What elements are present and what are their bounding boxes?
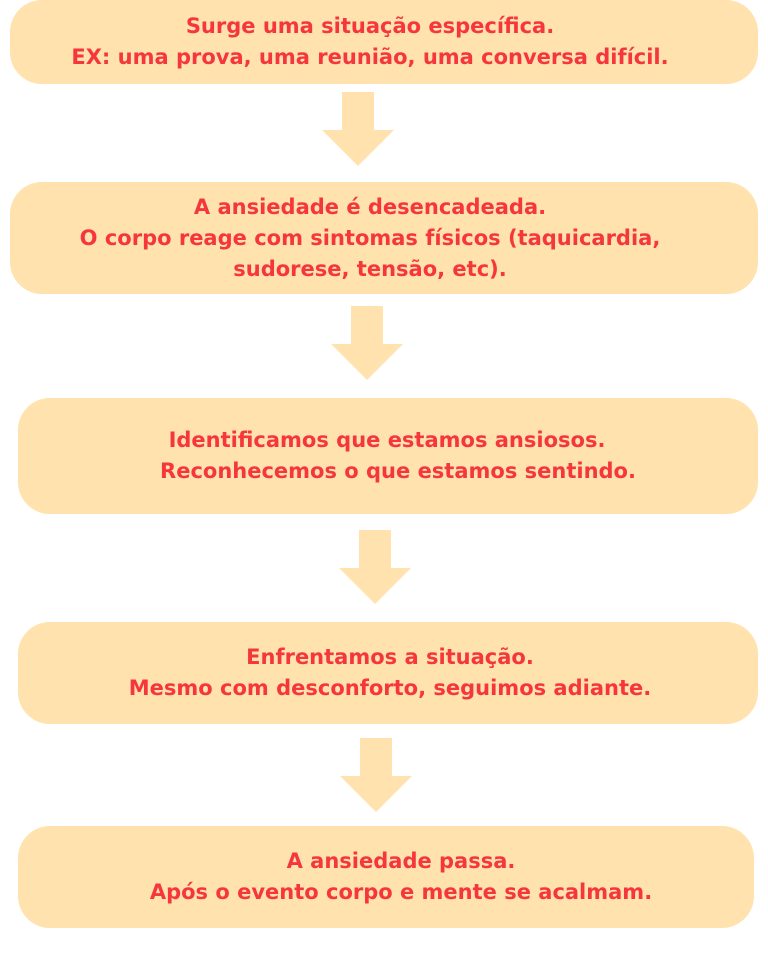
down-arrow-icon xyxy=(320,92,396,168)
step-4-line-2: Mesmo com desconforto, seguimos adiante. xyxy=(128,676,652,700)
flow-step-1-box xyxy=(10,0,758,84)
flow-step-2-box xyxy=(10,182,758,294)
flow-step-3-box xyxy=(18,398,758,514)
down-arrow-icon xyxy=(338,738,414,814)
flow-step-5-box xyxy=(18,826,754,928)
step-4-line-1: Enfrentamos a situação. xyxy=(246,645,534,669)
down-arrow-icon xyxy=(329,306,405,382)
step-1-line-2: EX: uma prova, uma reunião, uma conversa difícil. xyxy=(71,45,669,69)
step-3-line-2: Reconhecemos o que estamos sentindo. xyxy=(160,459,636,483)
flow-step-4-box xyxy=(18,622,758,724)
step-5-line-1: A ansiedade passa. xyxy=(286,849,516,873)
step-3-line-1: Identificamos que estamos ansiosos. xyxy=(168,428,606,452)
step-1-line-1: Surge uma situação específica. xyxy=(185,14,555,38)
step-2-line-1: A ansiedade é desencadeada. xyxy=(193,194,547,219)
down-arrow-icon xyxy=(337,530,413,606)
step-2-line-3: sudorese, tensão, etc). xyxy=(233,256,507,281)
step-2-line-2: O corpo reage com sintomas físicos (taquicardia, xyxy=(79,225,661,250)
step-5-line-2: Após o evento corpo e mente se acalmam. xyxy=(149,880,653,904)
